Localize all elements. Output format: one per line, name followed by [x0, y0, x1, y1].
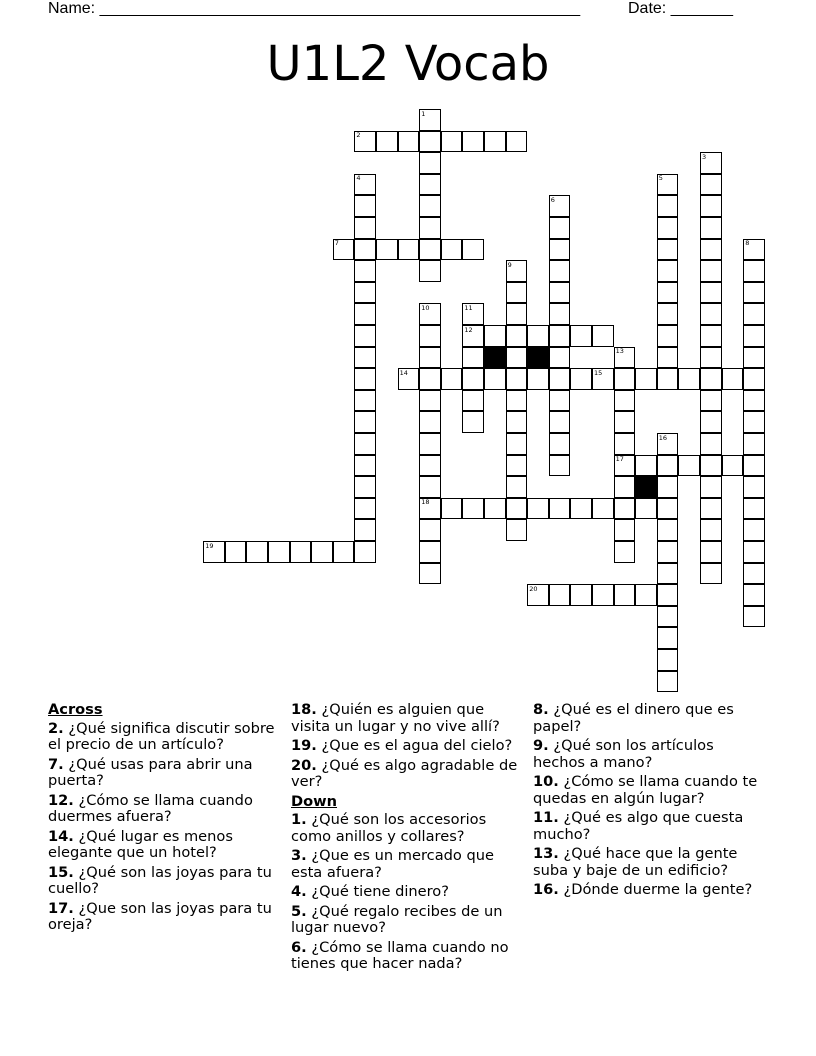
- answer-cell[interactable]: [743, 390, 765, 412]
- answer-cell[interactable]: [700, 476, 722, 498]
- answer-cell[interactable]: [506, 390, 528, 412]
- answer-cell[interactable]: [527, 325, 549, 347]
- answer-cell[interactable]: [657, 476, 679, 498]
- clue-number: 5.: [291, 902, 307, 920]
- clue-number-label: 3: [702, 152, 707, 161]
- answer-cell[interactable]: [657, 455, 679, 477]
- clue-number: 8.: [533, 701, 549, 718]
- answer-cell[interactable]: [700, 498, 722, 520]
- clue-down-3: [291, 848, 525, 881]
- answer-cell[interactable]: [549, 303, 571, 325]
- answer-cell[interactable]: [268, 541, 290, 563]
- answer-cell[interactable]: [700, 455, 722, 477]
- clue-number-label: 15: [594, 368, 603, 377]
- answer-cell[interactable]: [657, 563, 679, 585]
- clue-text: ¿Que son las joyas para tu oreja?: [48, 899, 272, 933]
- answer-cell[interactable]: [419, 519, 441, 541]
- answer-cell[interactable]: [614, 519, 636, 541]
- answer-cell[interactable]: [700, 325, 722, 347]
- clue-number: 20.: [291, 756, 317, 774]
- answer-cell[interactable]: [549, 260, 571, 282]
- across-heading: Across: [48, 701, 103, 718]
- answer-cell[interactable]: [743, 411, 765, 433]
- answer-cell[interactable]: [354, 541, 376, 563]
- answer-cell[interactable]: [743, 519, 765, 541]
- page-title: U1L2 Vocab: [266, 36, 550, 92]
- answer-cell[interactable]: [592, 498, 614, 520]
- answer-cell[interactable]: [700, 368, 722, 390]
- answer-cell[interactable]: [657, 606, 679, 628]
- answer-cell[interactable]: [657, 325, 679, 347]
- answer-cell[interactable]: [700, 217, 722, 239]
- answer-cell[interactable]: [592, 325, 614, 347]
- clue-column-2: [291, 702, 525, 976]
- clue-down-5: [291, 904, 525, 937]
- clue-text: ¿Quién es alguien que visita un lugar y no vive allí?: [291, 701, 500, 735]
- clue-number-label: 14: [399, 368, 408, 377]
- answer-cell[interactable]: [419, 239, 441, 261]
- answer-cell[interactable]: [592, 584, 614, 606]
- answer-cell[interactable]: [549, 325, 571, 347]
- answer-cell[interactable]: [700, 433, 722, 455]
- answer-cell[interactable]: [657, 368, 679, 390]
- answer-cell[interactable]: [700, 347, 722, 369]
- clue-number-label: 19: [205, 541, 214, 550]
- answer-cell[interactable]: [354, 519, 376, 541]
- answer-cell[interactable]: [743, 282, 765, 304]
- answer-cell[interactable]: [354, 217, 376, 239]
- clue-across-7: [48, 757, 282, 790]
- answer-cell[interactable]: [549, 584, 571, 606]
- answer-cell[interactable]: [419, 433, 441, 455]
- answer-cell[interactable]: [376, 131, 398, 153]
- clue-number-label: 20: [529, 584, 538, 593]
- clue-down-10: [533, 774, 767, 807]
- clue-text: ¿Qué significa discutir sobre el precio de un artículo?: [48, 719, 275, 753]
- clue-number: 13.: [533, 845, 559, 862]
- answer-cell[interactable]: [506, 282, 528, 304]
- answer-cell[interactable]: [700, 303, 722, 325]
- answer-cell[interactable]: [614, 368, 636, 390]
- answer-cell[interactable]: [700, 541, 722, 563]
- answer-cell[interactable]: [246, 541, 268, 563]
- clue-across-14: [48, 829, 282, 862]
- answer-cell[interactable]: [700, 260, 722, 282]
- answer-cell[interactable]: [398, 239, 420, 261]
- answer-cell[interactable]: [354, 411, 376, 433]
- clue-text: ¿Qué tiene dinero?: [311, 883, 449, 900]
- answer-cell[interactable]: [657, 195, 679, 217]
- clue-number: 1.: [291, 811, 307, 828]
- answer-cell[interactable]: [484, 325, 506, 347]
- answer-cell[interactable]: [419, 563, 441, 585]
- answer-cell[interactable]: [743, 498, 765, 520]
- clue-down-4: [291, 884, 525, 901]
- answer-cell[interactable]: [354, 433, 376, 455]
- answer-cell[interactable]: [549, 433, 571, 455]
- answer-cell[interactable]: [354, 303, 376, 325]
- answer-cell[interactable]: [700, 239, 722, 261]
- answer-cell[interactable]: [614, 541, 636, 563]
- answer-cell[interactable]: [657, 671, 679, 693]
- date-field[interactable]: Date: _______: [628, 0, 733, 17]
- answer-cell[interactable]: [657, 282, 679, 304]
- clue-number: 3.: [291, 847, 307, 864]
- answer-cell[interactable]: [743, 455, 765, 477]
- name-field[interactable]: Name: ______________________________________________________: [48, 0, 581, 17]
- answer-cell[interactable]: [743, 260, 765, 282]
- clue-number-label: 1: [421, 109, 426, 118]
- clue-down-8: [533, 702, 767, 735]
- answer-cell[interactable]: [700, 411, 722, 433]
- answer-cell[interactable]: [419, 411, 441, 433]
- answer-cell[interactable]: [333, 541, 355, 563]
- answer-cell[interactable]: [354, 498, 376, 520]
- answer-cell[interactable]: [700, 563, 722, 585]
- clue-down-11: [533, 810, 767, 843]
- answer-cell[interactable]: [419, 390, 441, 412]
- answer-cell[interactable]: [722, 455, 744, 477]
- answer-cell[interactable]: [657, 584, 679, 606]
- clue-across-12: [48, 793, 282, 826]
- clue-text: ¿Cómo se llama cuando te quedas en algún lugar?: [533, 773, 758, 807]
- answer-cell[interactable]: [506, 433, 528, 455]
- clue-text: ¿Qué lugar es menos elegante que un hotel?: [48, 827, 233, 861]
- clue-down-16: [533, 882, 767, 899]
- clue-column-3: [533, 702, 767, 902]
- answer-cell[interactable]: [527, 368, 549, 390]
- clue-across-17: [48, 901, 282, 934]
- answer-cell[interactable]: [419, 152, 441, 174]
- answer-cell[interactable]: [419, 541, 441, 563]
- answer-cell[interactable]: [419, 347, 441, 369]
- answer-cell[interactable]: [743, 541, 765, 563]
- clue-text: ¿Que es un mercado que esta afuera?: [291, 847, 494, 881]
- answer-cell[interactable]: [657, 347, 679, 369]
- answer-cell[interactable]: [549, 498, 571, 520]
- answer-cell[interactable]: [657, 239, 679, 261]
- clue-number-label: 11: [464, 303, 473, 312]
- answer-cell[interactable]: [743, 325, 765, 347]
- answer-cell[interactable]: [678, 368, 700, 390]
- answer-cell[interactable]: [743, 368, 765, 390]
- clue-number-label: 4: [356, 174, 361, 183]
- clue-text: ¿Que es el agua del cielo?: [321, 737, 513, 754]
- answer-cell[interactable]: [354, 239, 376, 261]
- clue-number-label: 17: [615, 455, 624, 464]
- answer-cell[interactable]: [419, 174, 441, 196]
- answer-cell[interactable]: [614, 498, 636, 520]
- answer-cell[interactable]: [635, 498, 657, 520]
- clue-column-1: [48, 702, 282, 937]
- clue-number-label: 6: [550, 195, 555, 204]
- answer-cell[interactable]: [700, 195, 722, 217]
- clue-number-label: 10: [421, 303, 430, 312]
- answer-cell[interactable]: [700, 519, 722, 541]
- answer-cell[interactable]: [743, 606, 765, 628]
- answer-cell[interactable]: [657, 217, 679, 239]
- answer-cell[interactable]: [506, 368, 528, 390]
- clue-number-label: 7: [334, 239, 339, 248]
- answer-cell[interactable]: [354, 390, 376, 412]
- answer-cell[interactable]: [657, 649, 679, 671]
- answer-cell[interactable]: [549, 411, 571, 433]
- answer-cell[interactable]: [441, 498, 463, 520]
- clue-number-label: 18: [421, 498, 430, 507]
- answer-cell[interactable]: [354, 260, 376, 282]
- answer-cell[interactable]: [419, 217, 441, 239]
- clue-number: 15.: [48, 863, 74, 881]
- down-heading: Down: [291, 792, 338, 810]
- clue-number: 11.: [533, 809, 559, 826]
- clue-number: 19.: [291, 737, 317, 754]
- answer-cell[interactable]: [549, 455, 571, 477]
- answer-cell[interactable]: [570, 584, 592, 606]
- clue-number-label: 8: [745, 239, 750, 248]
- clue-text: ¿Qué es el dinero que es papel?: [533, 701, 734, 735]
- answer-cell[interactable]: [354, 347, 376, 369]
- clue-number: 7.: [48, 755, 64, 773]
- clue-across-20: [291, 758, 525, 791]
- answer-cell[interactable]: [484, 498, 506, 520]
- answer-cell[interactable]: [484, 131, 506, 153]
- answer-cell[interactable]: [419, 195, 441, 217]
- clue-text: ¿Qué regalo recibes de un lugar nuevo?: [291, 902, 503, 936]
- answer-cell[interactable]: [570, 325, 592, 347]
- clue-down-6: [291, 940, 525, 973]
- clue-number-label: 12: [464, 325, 473, 334]
- answer-cell[interactable]: [462, 131, 484, 153]
- clue-number-label: 5: [658, 174, 663, 183]
- answer-cell[interactable]: [614, 476, 636, 498]
- answer-cell[interactable]: [657, 498, 679, 520]
- answer-cell[interactable]: [354, 455, 376, 477]
- answer-cell[interactable]: [354, 368, 376, 390]
- answer-cell[interactable]: [570, 498, 592, 520]
- answer-cell[interactable]: [506, 519, 528, 541]
- clue-number: 4.: [291, 883, 307, 900]
- answer-cell[interactable]: [354, 325, 376, 347]
- black-cell: [527, 347, 549, 369]
- clue-number-label: 2: [356, 131, 361, 140]
- answer-cell[interactable]: [657, 541, 679, 563]
- answer-cell[interactable]: [549, 282, 571, 304]
- clue-across-19: [291, 738, 525, 755]
- answer-cell[interactable]: [549, 390, 571, 412]
- answer-cell[interactable]: [743, 303, 765, 325]
- answer-cell[interactable]: [614, 584, 636, 606]
- answer-cell[interactable]: [419, 476, 441, 498]
- answer-cell[interactable]: [419, 131, 441, 153]
- answer-cell[interactable]: [506, 476, 528, 498]
- clue-across-18: [291, 702, 525, 735]
- answer-cell[interactable]: [506, 411, 528, 433]
- answer-cell[interactable]: [462, 390, 484, 412]
- answer-cell[interactable]: [419, 260, 441, 282]
- clue-text: ¿Cómo se llama cuando duermes afuera?: [48, 791, 253, 825]
- answer-cell[interactable]: [614, 411, 636, 433]
- clue-number: 6.: [291, 938, 307, 956]
- answer-cell[interactable]: [506, 303, 528, 325]
- clue-number: 2.: [48, 719, 64, 737]
- answer-cell[interactable]: [743, 433, 765, 455]
- answer-cell[interactable]: [419, 368, 441, 390]
- answer-cell[interactable]: [657, 260, 679, 282]
- clue-text: ¿Qué hace que la gente suba y baje de un edificio?: [533, 845, 738, 879]
- answer-cell[interactable]: [354, 282, 376, 304]
- clue-down-9: [533, 738, 767, 771]
- answer-cell[interactable]: [462, 347, 484, 369]
- answer-cell[interactable]: [570, 368, 592, 390]
- answer-cell[interactable]: [398, 131, 420, 153]
- answer-cell[interactable]: [484, 368, 506, 390]
- clue-number-label: 9: [507, 260, 512, 269]
- answer-cell[interactable]: [441, 239, 463, 261]
- answer-cell[interactable]: [225, 541, 247, 563]
- clue-across-2: [48, 721, 282, 754]
- answer-cell[interactable]: [290, 541, 312, 563]
- answer-cell[interactable]: [311, 541, 333, 563]
- answer-cell[interactable]: [354, 195, 376, 217]
- answer-cell[interactable]: [419, 455, 441, 477]
- answer-cell[interactable]: [462, 411, 484, 433]
- answer-cell[interactable]: [614, 433, 636, 455]
- answer-cell[interactable]: [462, 368, 484, 390]
- answer-cell[interactable]: [743, 584, 765, 606]
- clue-number: 10.: [533, 773, 559, 790]
- clue-number: 14.: [48, 827, 74, 845]
- answer-cell[interactable]: [506, 131, 528, 153]
- answer-cell[interactable]: [635, 584, 657, 606]
- clue-number-label: 13: [615, 347, 624, 356]
- answer-cell[interactable]: [549, 368, 571, 390]
- answer-cell[interactable]: [419, 325, 441, 347]
- clue-text: ¿Qué son los accesorios como anillos y collares?: [291, 811, 487, 845]
- clue-number-label: 16: [658, 433, 668, 442]
- clue-text: ¿Qué es algo que cuesta mucho?: [533, 809, 744, 843]
- answer-cell[interactable]: [743, 563, 765, 585]
- answer-cell[interactable]: [549, 239, 571, 261]
- answer-cell[interactable]: [657, 519, 679, 541]
- clue-text: ¿Cómo se llama cuando no tienes que hacer nada?: [291, 938, 509, 972]
- answer-cell[interactable]: [549, 217, 571, 239]
- answer-cell[interactable]: [549, 347, 571, 369]
- clue-text: ¿Qué usas para abrir una puerta?: [48, 755, 253, 789]
- clue-text: ¿Qué es algo agradable de ver?: [291, 756, 518, 790]
- clue-text: ¿Qué son las joyas para tu cuello?: [48, 863, 272, 897]
- clue-down-13: [533, 846, 767, 879]
- answer-cell[interactable]: [635, 455, 657, 477]
- answer-cell[interactable]: [700, 282, 722, 304]
- clue-text: ¿Qué son los artículos hechos a mano?: [533, 737, 714, 771]
- clue-number: 16.: [533, 881, 559, 898]
- clue-across-15: [48, 865, 282, 898]
- answer-cell[interactable]: [506, 347, 528, 369]
- answer-cell[interactable]: [506, 325, 528, 347]
- answer-cell[interactable]: [462, 239, 484, 261]
- answer-cell[interactable]: [635, 368, 657, 390]
- clue-number: 18.: [291, 701, 317, 718]
- answer-cell[interactable]: [657, 627, 679, 649]
- answer-cell[interactable]: [376, 239, 398, 261]
- answer-cell[interactable]: [441, 368, 463, 390]
- answer-cell[interactable]: [354, 476, 376, 498]
- answer-cell[interactable]: [700, 174, 722, 196]
- answer-cell[interactable]: [527, 498, 549, 520]
- black-cell: [635, 476, 657, 498]
- answer-cell[interactable]: [657, 303, 679, 325]
- clue-number: 9.: [533, 737, 549, 754]
- clue-number: 12.: [48, 791, 74, 809]
- black-cell: [484, 347, 506, 369]
- answer-cell[interactable]: [743, 476, 765, 498]
- answer-cell[interactable]: [506, 498, 528, 520]
- answer-cell[interactable]: [441, 131, 463, 153]
- answer-cell[interactable]: [700, 390, 722, 412]
- clue-number: 17.: [48, 899, 74, 917]
- clue-text: ¿Dónde duerme la gente?: [563, 881, 753, 898]
- answer-cell[interactable]: [722, 368, 744, 390]
- answer-cell[interactable]: [506, 455, 528, 477]
- answer-cell[interactable]: [743, 347, 765, 369]
- answer-cell[interactable]: [462, 498, 484, 520]
- clue-down-1: [291, 812, 525, 845]
- answer-cell[interactable]: [678, 455, 700, 477]
- answer-cell[interactable]: [614, 390, 636, 412]
